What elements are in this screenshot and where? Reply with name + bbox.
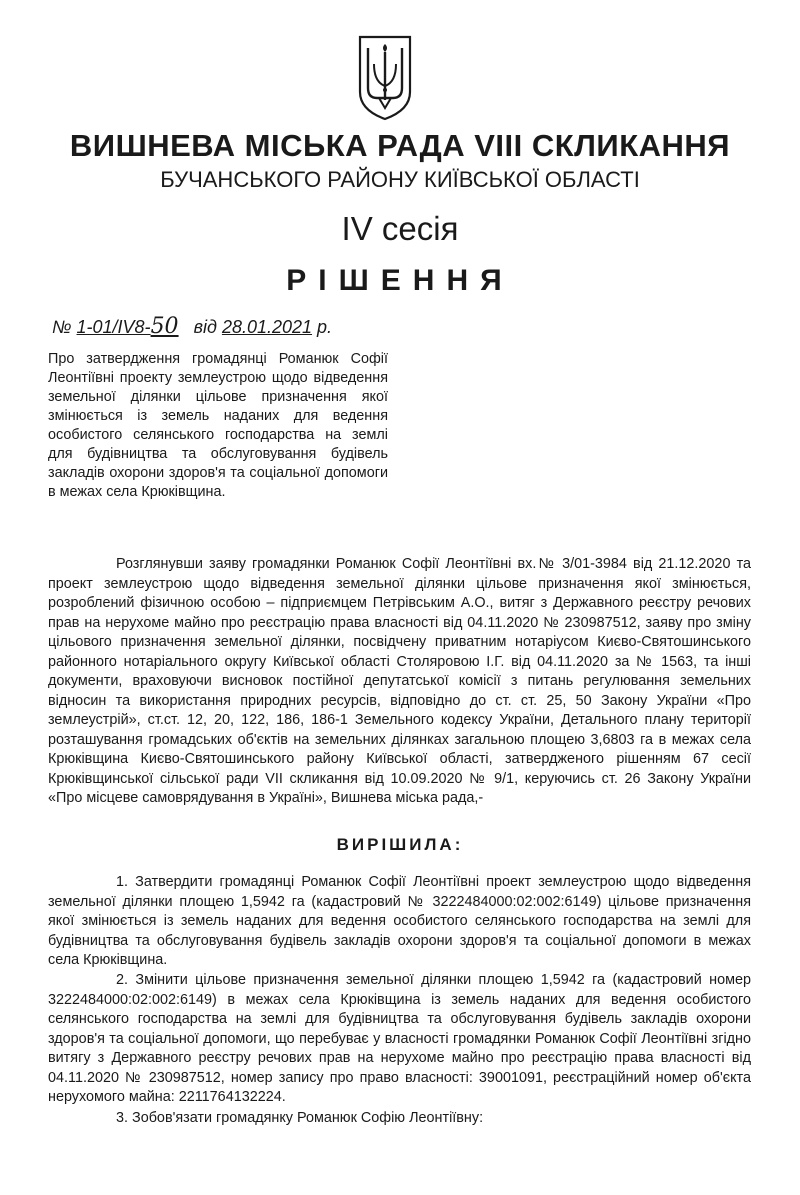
session-label: IV сесія (341, 210, 459, 247)
coat-of-arms-trident-icon (357, 34, 413, 122)
decision-item-3: 3. Зобов'язати громадянку Романюк Софію Леонтіївну: (116, 1110, 484, 1126)
document-type-title: РІШЕННЯ (286, 264, 514, 297)
document-number-line (52, 314, 332, 339)
date-prefix: від (193, 317, 217, 337)
preamble-paragraph: Розглянувши заяву громадянки Романюк Софії Леонтіївні вх.№ 3/01-3984 від 21.12.2020 та проект землеустрою щодо відведення земельної ділянки цільове призначення якої змінюється, розроблений фізичною особою – підприємцем Петрівським А.О., витяг з Державного реєстру речових прав на нерухоме майно про реєстрацію права власності від 04.11.2020 № 230987512, заяву про зміну цільового призначення земельної ділянки, посвідчену приватним нотаріусом Києво-Святошинського районного нотаріального округу Київської області Столяровою І.Г. від 04.11.2020 за № 1563, та інші документи, враховуючи висновок постійної депутатської комісії з питань регулювання земельних відносин та використання природних ресурсів, відповідно до ст. ст. 25, 50 Закону України «Про землеустрій», ст.ст. 12, 20, 122, 186, 186-1 Земельного кодексу України, Детального плану території розташування громадських об'єктів на земельних ділянках загальною площею 3,6803 га в межах села Крюківщина Києво-Святошинського району Київської області, затвердженого рішенням 67 сесії Крюківщинської сільської ради VII скликання від 10.09.2020 № 9/1, керуючись ст. 26 Закону України «Про місцеве самоврядування в Україні», Вишнева міська рада,- (48, 556, 751, 806)
decision-item-1: 1. Затвердити громадянці Романюк Софії Леонтіївні проект землеустрою щодо відведення земельної ділянки площею 1,5942 га (кадастровий № 3222484000:02:002:6149) цільове призначення якої змінюється із земель наданих для ведення особистого селянського господарства на землі для будівництва та обслуговування будівель закладів охорони здоров'я та соціальної допомоги в межах села Крюківщина. (48, 874, 751, 968)
decision-subject: Про затвердження громадянці Романюк Софії Леонтіївні проекту землеустрою щодо відведення земельної ділянки цільове призначення якої змінюється із земель наданих для ведення особистого селянського господарства на землі для будівництва та обслуговування будівель закладів охорони здоров'я та соціальної допомоги в межах села Крюківщина. (48, 351, 388, 500)
council-title: ВИШНЕВА МІСЬКА РАДА VIII СКЛИКАННЯ (69, 128, 731, 163)
document-number: 1-01/IV8- (76, 317, 151, 337)
date-suffix: р. (317, 317, 333, 337)
decision-item-2: 2. Змінити цільове призначення земельної ділянки площею 1,5942 га (кадастровий номер 3222484000:02:002:6149) в межах села Крюківщина із земель наданих для ведення особистого селянського господарства на землі для будівництва та обслуговування будівель закладів охорони здоров'я та соціальної допомоги, що перебуває у власності громадянки Романюк Софії Леонтіївні згідно витягу з Державного реєстру речових прав на нерухоме майно про реєстрацію права власності від 04.11.2020 № 230987512, номер запису про право власності: 39001091, реєстраційний номер об'єкта нерухомого майна: 2211764132224. (48, 972, 751, 1105)
number-prefix: № (52, 317, 72, 337)
handwritten-number: 50 (150, 314, 179, 339)
decided-heading: ВИРІШИЛА: (336, 835, 464, 854)
council-subtitle: БУЧАНСЬКОГО РАЙОНУ КИЇВСЬКОЇ ОБЛАСТІ (160, 167, 640, 192)
document-date: 28.01.2021 (221, 317, 313, 337)
